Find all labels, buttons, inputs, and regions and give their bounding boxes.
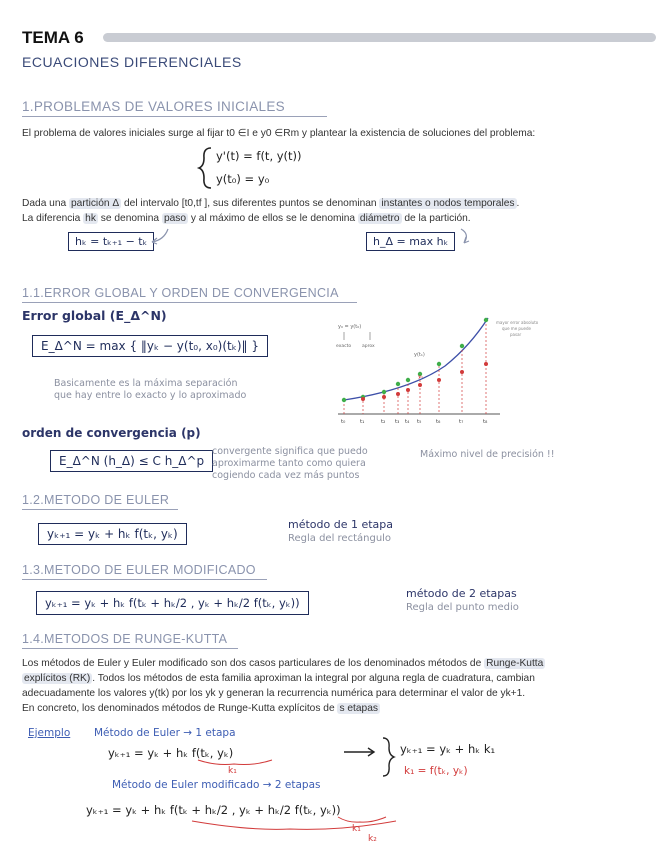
svg-text:t₅: t₅ xyxy=(417,419,422,425)
section-heading-1-2: 1.2.METODO DE EULER xyxy=(22,493,169,507)
runge-kutta-paragraph: Los métodos de Euler y Euler modificado son dos casos particulares de los denominados métodos de Runge-Kutta explícitos (RK) . Todos los métodos de esta familia aproximan la integral por alguna regla de cuadratura, cambian adecuadamente los valores y(tk) por los yk y generan la recurrencia numérica para determinar el valor de yk+1. En concreto, los denominados métodos de Runge-Kutta explícitos de s etapas xyxy=(22,658,544,714)
ejemplo-label: Ejemplo xyxy=(28,727,71,739)
svg-text:y₁: y₁ xyxy=(418,374,423,380)
orden-convergencia-title: orden de convergencia (p) xyxy=(22,426,201,440)
precision-note: Máximo nivel de precisión !! xyxy=(420,449,555,460)
svg-text:exacto: exacto xyxy=(336,344,352,349)
underbrace-icon xyxy=(196,758,276,768)
svg-text:t₆: t₆ xyxy=(436,419,441,425)
svg-text:que me puede: que me puede xyxy=(502,326,531,331)
partition-paragraph: Dada una partición Δ del intervalo [t0,tf ], sus diferentes puntos se denominan instantes o nodos temporales . La diferencia hk se denomina paso y al máximo de ellos se le denomina diámetro de la partición. xyxy=(22,198,520,224)
euler-example-label: Método de Euler → 1 etapa xyxy=(94,727,236,739)
error-global-title: Error global (E_Δ^N) xyxy=(22,308,167,323)
svg-text:y(t₁): y(t₁) xyxy=(414,352,425,358)
svg-text:t₀: t₀ xyxy=(341,419,346,425)
ivp-equation-2: y(t₀) = y₀ xyxy=(216,172,270,186)
euler-k1-label: k₁ xyxy=(228,766,237,776)
svg-text:t₂: t₂ xyxy=(381,419,386,425)
section-heading-1: 1.PROBLEMAS DE VALORES INICIALES xyxy=(22,99,285,114)
euler-stage-note: método de 1 etapa xyxy=(288,518,394,531)
euler-modified-formula: yₖ₊₁ = yₖ + hₖ f(tₖ + hₖ/2 , yₖ + hₖ/2 f(tₖ, yₖ)) xyxy=(36,591,309,615)
svg-text:t₃: t₃ xyxy=(395,419,400,425)
svg-text:y₀ = y(t₀): y₀ = y(t₀) xyxy=(338,324,362,330)
arrow-right-icon xyxy=(342,745,378,759)
rk-k1-definition: k₁ = f(tₖ, yₖ) xyxy=(404,765,468,777)
euler-modified-example-formula: yₖ₊₁ = yₖ + hₖ f(tₖ + hₖ/2 , yₖ + hₖ/2 f(tₖ, yₖ)) xyxy=(86,803,341,817)
orden-convergencia-formula: E_Δ^N (h_Δ) ≤ C h_Δ^p xyxy=(50,450,213,472)
euler-formula: yₖ₊₁ = yₖ + hₖ f(tₖ, yₖ) xyxy=(38,523,187,545)
error-global-formula: E_Δ^N = max { ‖yₖ − y(t₀, x₀)(tₖ)‖ } xyxy=(32,335,268,357)
hk-formula-box: hₖ = tₖ₊₁ − tₖ xyxy=(68,232,154,251)
euler-modified-stage-note: método de 2 etapas xyxy=(406,587,517,600)
euler-modified-rule-note: Regla del punto medio xyxy=(406,602,519,613)
rk-general-formula: yₖ₊₁ = yₖ + hₖ k₁ xyxy=(400,742,496,756)
brace-icon xyxy=(196,146,216,190)
page-title: TEMA 6 xyxy=(22,28,84,47)
page-subtitle: ECUACIONES DIFERENCIALES xyxy=(22,54,242,70)
ivp-equation-1: y'(t) = f(t, y(t)) xyxy=(216,149,302,163)
svg-text:mayor error absoluto: mayor error absoluto xyxy=(496,320,539,325)
svg-text:aprox: aprox xyxy=(362,344,375,349)
section-heading-1-1: 1.1.ERROR GLOBAL Y ORDEN DE CONVERGENCIA xyxy=(22,286,339,300)
mod-k2-label: k₂ xyxy=(368,834,377,844)
title-bar-decoration xyxy=(103,33,656,42)
arrow-icon xyxy=(456,226,476,248)
svg-text:t₈: t₈ xyxy=(483,419,488,425)
svg-text:t₁: t₁ xyxy=(360,419,365,425)
svg-text:t₄: t₄ xyxy=(405,419,410,425)
mod-k1-label: k₁ xyxy=(352,824,361,834)
svg-text:pasar: pasar xyxy=(510,332,522,337)
euler-modified-example-label: Método de Euler modificado → 2 etapas xyxy=(112,779,321,791)
svg-text:t₇: t₇ xyxy=(459,419,464,425)
brace-icon xyxy=(380,736,396,778)
euler-rule-note: Regla del rectángulo xyxy=(288,533,392,544)
diameter-formula-box: h_Δ = max hₖ xyxy=(366,232,455,251)
error-note: Basicamente es la máxima separación que hay entre lo exacto y lo aproximado xyxy=(54,378,247,401)
arrow-icon xyxy=(148,226,172,246)
euler-example-formula: yₖ₊₁ = yₖ + hₖ f(tₖ, yₖ) xyxy=(108,746,234,760)
intro-paragraph: El problema de valores iniciales surge al fijar t0 ∈I e y0 ∈Rm y plantear la existencia de soluciones del problema: xyxy=(22,128,536,139)
convergence-note: convergente significa que puedo aproximarme tanto como quiera cogiendo cada vez más puntos xyxy=(212,446,368,481)
section-heading-1-4: 1.4.METODOS DE RUNGE-KUTTA xyxy=(22,632,227,646)
section-heading-1-3: 1.3.METODO DE EULER MODIFICADO xyxy=(22,563,256,577)
convergence-graph xyxy=(330,306,560,432)
